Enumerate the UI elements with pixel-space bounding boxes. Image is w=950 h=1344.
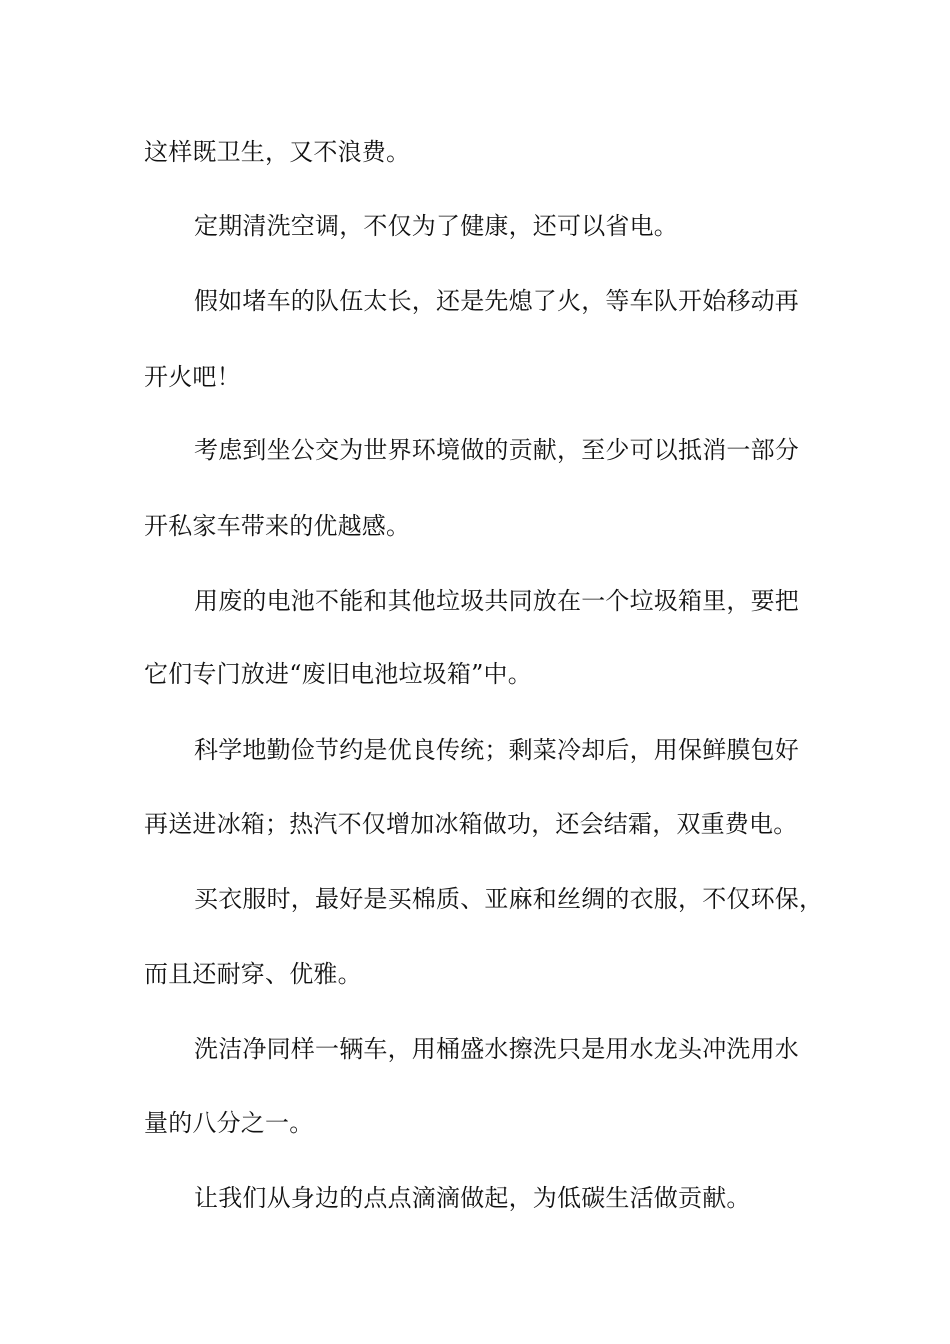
paragraph-start-line: 科学地勤俭节约是优良传统；剩菜冷却后，用保鲜膜包好 — [194, 736, 799, 764]
paragraph-start-line: 买衣服时，最好是买棉质、亚麻和丝绸的衣服，不仅环保， — [194, 885, 824, 913]
paragraph-start-line: 考虑到坐公交为世界环境做的贡献，至少可以抵消一部分 — [194, 436, 799, 464]
paragraph-start-line: 洗洁净同样一辆车，用桶盛水擦洗只是用水龙头冲洗用水 — [194, 1035, 799, 1063]
paragraph-start-line: 假如堵车的队伍太长，还是先熄了火，等车队开始移动再 — [194, 287, 799, 315]
text-line: 它们专门放进“废旧电池垃圾箱”中。 — [144, 660, 532, 688]
text-line: 量的八分之一。 — [144, 1109, 314, 1137]
text-line: 再送进冰箱；热汽不仅增加冰箱做功，还会结霜，双重费电。 — [144, 810, 798, 838]
paragraph-start-line: 定期清洗空调，不仅为了健康，还可以省电。 — [194, 212, 678, 240]
paragraph-start-line: 用废的电池不能和其他垃圾共同放在一个垃圾箱里，要把 — [194, 587, 799, 615]
text-line: 而且还耐穿、优雅。 — [144, 960, 362, 988]
paragraph-start-line: 让我们从身边的点点滴滴做起，为低碳生活做贡献。 — [194, 1184, 751, 1212]
text-line: 这样既卫生，又不浪费。 — [144, 138, 411, 166]
text-line: 开火吧！ — [144, 363, 241, 391]
text-line: 开私家车带来的优越感。 — [144, 512, 411, 540]
